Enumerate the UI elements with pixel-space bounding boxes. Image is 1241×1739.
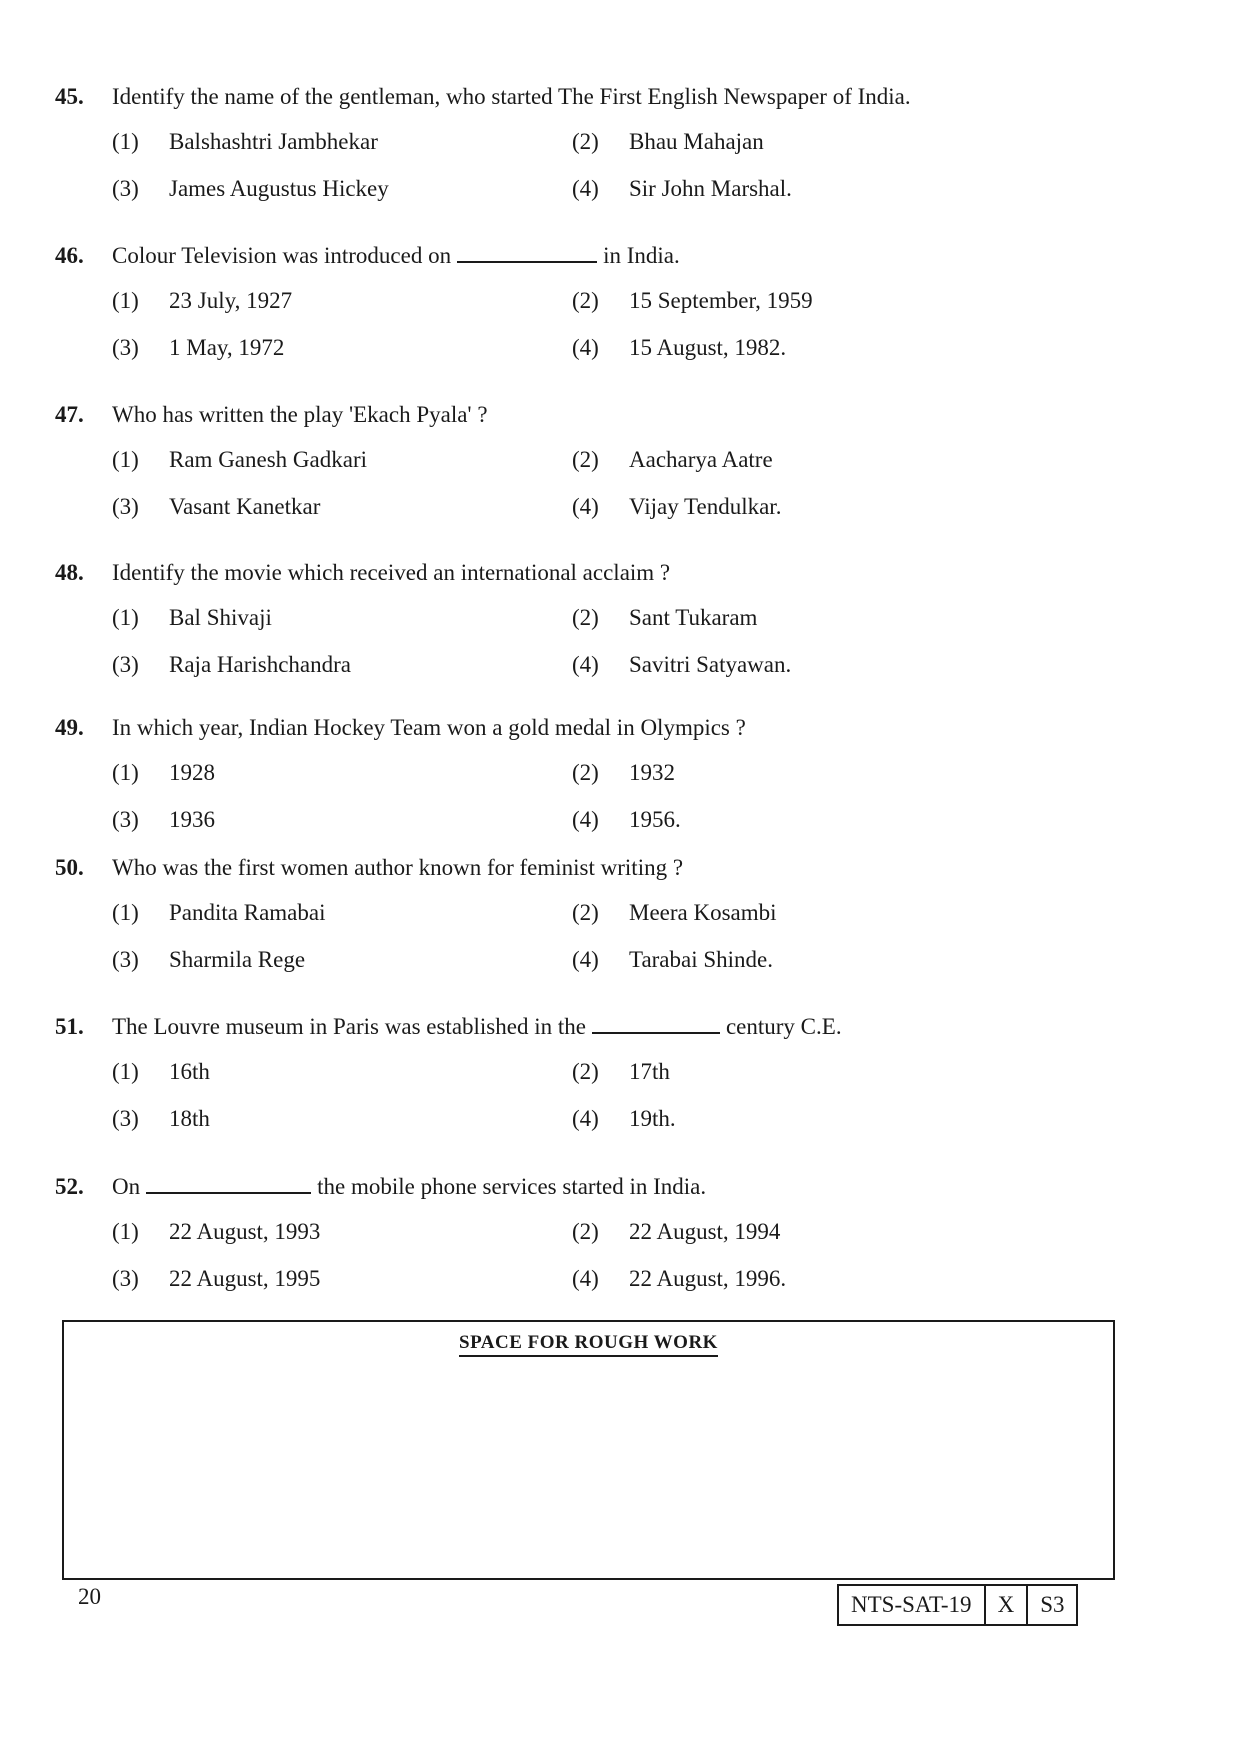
option-3: (3) 22 August, 1995 — [112, 1266, 321, 1291]
options — [55, 1204, 1205, 1298]
question-number: 51. — [55, 1014, 84, 1039]
option-1: (1) Pandita Ramabai — [112, 900, 326, 925]
question-text: Identify the name of the gentleman, who started The First English Newspaper of India. — [112, 84, 911, 109]
question-text: Who was the first women author known for feminist writing ? — [112, 855, 684, 880]
question-text: Colour Television was introduced on in India. — [112, 243, 680, 268]
rough-work-title: SPACE FOR ROUGH WORK — [64, 1332, 1113, 1354]
option-1: (1) 22 August, 1993 — [112, 1219, 321, 1244]
question-text: Who has written the play 'Ekach Pyala' ? — [112, 402, 488, 427]
option-3: (3) 18th — [112, 1106, 210, 1131]
answer-blank — [592, 1012, 720, 1034]
option-3: (3) Sharmila Rege — [112, 947, 306, 972]
question-46 — [55, 239, 1205, 367]
option-1: (1) Balshashtri Jambhekar — [112, 129, 378, 154]
question-50 — [55, 851, 1205, 979]
question-text: Identify the movie which received an international acclaim ? — [112, 560, 671, 585]
question-45 — [55, 80, 1205, 208]
option-4: (4) Vijay Tendulkar. — [572, 494, 782, 519]
option-1: (1) Bal Shivaji — [112, 605, 272, 630]
options — [55, 885, 1205, 979]
option-2: (2) Sant Tukaram — [572, 605, 758, 630]
option-3: (3) Raja Harishchandra — [112, 652, 352, 677]
option-3: (3) 1936 — [112, 807, 215, 832]
option-1: (1) Ram Ganesh Gadkari — [112, 447, 367, 472]
paper-code: NTS-SAT-19 — [851, 1592, 972, 1617]
option-4: (4) 15 August, 1982. — [572, 335, 787, 360]
question-47 — [55, 398, 1205, 526]
answer-blank — [457, 241, 597, 263]
option-3: (3) 1 May, 1972 — [112, 335, 285, 360]
option-4: (4) 19th. — [572, 1106, 676, 1131]
question-number: 47. — [55, 402, 84, 427]
question-49 — [55, 711, 1205, 839]
page-number: 20 — [78, 1584, 101, 1609]
option-2: (2) Bhau Mahajan — [572, 129, 764, 154]
question-51 — [55, 1010, 1205, 1138]
option-4: (4) 1956. — [572, 807, 681, 832]
option-2: (2) 22 August, 1994 — [572, 1219, 781, 1244]
rough-work-box — [62, 1320, 1115, 1580]
question-text: In which year, Indian Hockey Team won a gold medal in Olympics ? — [112, 715, 746, 740]
option-4: (4) Savitri Satyawan. — [572, 652, 792, 677]
options — [55, 114, 1205, 208]
options — [55, 590, 1205, 684]
option-1: (1) 1928 — [112, 760, 215, 785]
options — [55, 1044, 1205, 1138]
options — [55, 273, 1205, 367]
option-1: (1) 16th — [112, 1059, 210, 1084]
options — [55, 432, 1205, 526]
option-2: (2) Meera Kosambi — [572, 900, 777, 925]
answer-blank — [146, 1172, 311, 1194]
class-code: X — [984, 1586, 1027, 1624]
option-4: (4) Tarabai Shinde. — [572, 947, 774, 972]
option-1: (1) 23 July, 1927 — [112, 288, 293, 313]
option-4: (4) Sir John Marshal. — [572, 176, 792, 201]
question-48 — [55, 556, 1205, 684]
question-number: 46. — [55, 243, 84, 268]
question-number: 50. — [55, 855, 84, 880]
options — [55, 745, 1205, 839]
question-52 — [55, 1170, 1205, 1298]
question-number: 49. — [55, 715, 84, 740]
question-number: 48. — [55, 560, 84, 585]
question-text: The Louvre museum in Paris was established in the century C.E. — [112, 1014, 842, 1039]
option-2: (2) 17th — [572, 1059, 670, 1084]
set-code: S3 — [1026, 1586, 1076, 1624]
option-4: (4) 22 August, 1996. — [572, 1266, 787, 1291]
option-3: (3) James Augustus Hickey — [112, 176, 389, 201]
question-text: On the mobile phone services started in India. — [112, 1174, 707, 1199]
option-2: (2) Aacharya Aatre — [572, 447, 773, 472]
question-number: 45. — [55, 84, 84, 109]
option-2: (2) 15 September, 1959 — [572, 288, 813, 313]
option-3: (3) Vasant Kanetkar — [112, 494, 321, 519]
paper-code-box — [837, 1584, 1078, 1626]
question-number: 52. — [55, 1174, 84, 1199]
option-2: (2) 1932 — [572, 760, 675, 785]
